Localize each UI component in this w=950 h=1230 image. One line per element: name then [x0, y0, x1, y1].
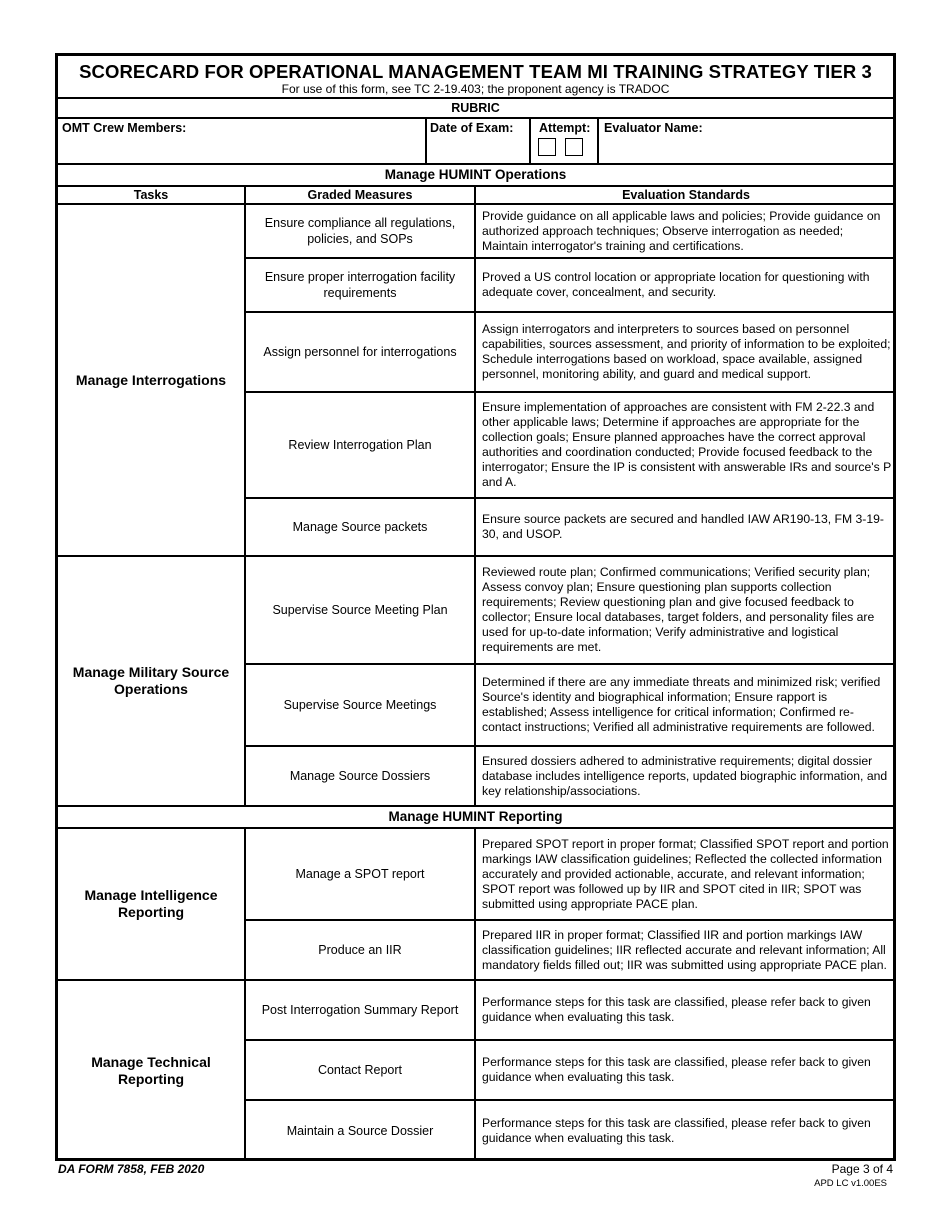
- divider: [58, 117, 893, 119]
- graded-measure: Supervise Source Meetings: [283, 698, 437, 712]
- evaluation-standard: Reviewed route plan; Confirmed communications; Verified security plan; Assess convoy plan; Ensure questioning plan supports collection requirements; Review questioning plan and give focused feedback to collector; Ensure local databases, target folders, and personality files are used for up-to-date information; Verify administrative and logistical requirements are met.: [482, 565, 875, 654]
- form-identifier: DA FORM 7858, FEB 2020: [58, 1162, 205, 1176]
- graded-measure: Post Interrogation Summary Report: [261, 1003, 459, 1017]
- graded-measure: Produce an IIR: [318, 943, 402, 957]
- evaluation-standard: Provide guidance on all applicable laws and policies; Provide guidance on authorized approach techniques; Observe interrogation as needed; Maintain interrogator's training and certifications.: [482, 208, 881, 253]
- task-manage-technical-reporting: Manage Technical Reporting: [91, 1054, 211, 1087]
- graded-measure: Manage Source packets: [292, 520, 428, 534]
- attempt-checkbox-1[interactable]: [538, 138, 556, 156]
- attempt-checkbox-2[interactable]: [565, 138, 583, 156]
- crew-members-label: OMT Crew Members:: [62, 121, 187, 135]
- graded-measure: Assign personnel for interrogations: [263, 345, 457, 359]
- form-subtitle: For use of this form, see TC 2-19.403; the proponent agency is TRADOC: [281, 82, 670, 96]
- column-header-tasks: Tasks: [133, 188, 169, 202]
- form-title: SCORECARD FOR OPERATIONAL MANAGEMENT TEAM MI TRAINING STRATEGY TIER 3: [79, 61, 872, 82]
- divider: [58, 97, 893, 99]
- divider: [58, 805, 893, 807]
- graded-measure: Review Interrogation Plan: [288, 438, 432, 452]
- graded-measure: Contact Report: [317, 1063, 403, 1077]
- evaluation-standard: Performance steps for this task are classified, please refer back to given guidance when evaluating this task.: [482, 1055, 871, 1084]
- graded-measure: Manage Source Dossiers: [289, 769, 431, 783]
- evaluation-standard: Performance steps for this task are classified, please refer back to given guidance when evaluating this task.: [482, 1116, 871, 1145]
- evaluation-standard: Performance steps for this task are classified, please refer back to given guidance when evaluating this task.: [482, 995, 871, 1024]
- section-header-humint-operations: Manage HUMINT Operations: [384, 167, 567, 182]
- evaluator-name-label: Evaluator Name:: [604, 121, 703, 135]
- evaluation-standard: Determined if there are any immediate threats and minimized risk; verified Source's identity and biographical information; Ensure rapport is established; Assess intelligence for critical information; Confirmed re-contact instructions; Verified all administrative requirements are followed.: [482, 675, 881, 734]
- task-manage-military-source-operations: Manage Military Source Operations: [72, 664, 230, 697]
- column-header-graded-measures: Graded Measures: [307, 188, 413, 202]
- graded-measure: Ensure compliance all regulations, policies, and SOPs: [264, 216, 456, 246]
- evaluation-standard: Ensured dossiers adhered to administrative requirements; digital dossier database includes intelligence reports, updated biographic information, and key relationship/associations.: [482, 753, 888, 798]
- graded-measure: Manage a SPOT report: [295, 867, 425, 881]
- divider: [425, 119, 427, 163]
- task-manage-intelligence-reporting: Manage Intelligence Reporting: [84, 887, 218, 920]
- graded-measure: Supervise Source Meeting Plan: [272, 603, 448, 617]
- attempt-label: Attempt:: [539, 121, 591, 135]
- rubric-label: RUBRIC: [451, 101, 500, 115]
- evaluation-standard: Proved a US control location or appropriate location for questioning with adequate cover, concealment, and security.: [482, 270, 870, 299]
- evaluation-standard: Assign interrogators and interpreters to sources based on personnel capabilities, sources assessment, and priority of information to be exploited; Schedule interrogations based on workload, space available, assigned personnel, monitoring ability, and guard and medical support.: [482, 322, 891, 381]
- divider: [529, 119, 531, 163]
- date-of-exam-label: Date of Exam:: [430, 121, 514, 135]
- evaluation-standard: Prepared IIR in proper format; Classified IIR and portion markings IAW classification guidelines; IIR reflected accurate and relevant information; All mandatory fields filled out; IIR was submitted using appropriate PACE plan.: [482, 927, 887, 972]
- evaluation-standard: Prepared SPOT report in proper format; Classified SPOT report and portion markings IAW classification guidelines; Reflected the collected information accurately and provided actionable, accurate, and relevant information; SPOT report was followed up by IIR and SPOT cited in IIR; SPOT was submitted using appropriate PACE plan.: [482, 836, 889, 911]
- column-header-evaluation-standards: Evaluation Standards: [622, 188, 750, 202]
- divider: [597, 119, 599, 163]
- divider: [58, 163, 893, 165]
- evaluation-standard: Ensure implementation of approaches are consistent with FM 2-22.3 and other applicable laws; Determine if approaches are appropriate for the collection goals; Ensure planned approaches have the correct approval authorities and coordination conducted; Provide focused feedback to the interrogator; Ensure the IP is consistent with answerable IRs and source's P and A.: [482, 400, 892, 489]
- page-number: Page 3 of 4: [831, 1162, 893, 1176]
- graded-measure: Maintain a Source Dossier: [286, 1124, 434, 1138]
- evaluation-standard: Ensure source packets are secured and handled IAW AR190-13, FM 3-19-30, and USOP.: [482, 512, 884, 541]
- section-header-humint-reporting: Manage HUMINT Reporting: [388, 809, 563, 824]
- graded-measure: Ensure proper interrogation facility requirements: [264, 270, 456, 300]
- scorecard-form: [55, 53, 896, 1161]
- version-label: APD LC v1.00ES: [814, 1178, 887, 1189]
- task-manage-interrogations: Manage Interrogations: [75, 371, 227, 388]
